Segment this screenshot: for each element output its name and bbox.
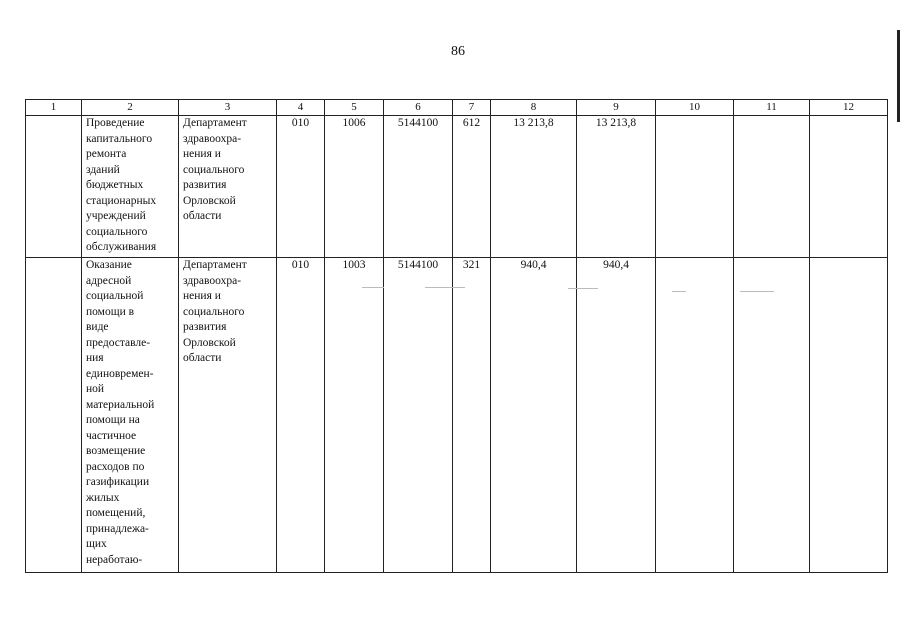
column-header: 6 bbox=[384, 100, 453, 116]
table-cell bbox=[810, 258, 888, 573]
table-row bbox=[26, 258, 888, 573]
column-header: 4 bbox=[277, 100, 325, 116]
column-header: 12 bbox=[810, 100, 888, 116]
table-cell bbox=[734, 116, 810, 258]
scan-artifact bbox=[362, 287, 384, 288]
scan-edge-line bbox=[897, 30, 900, 122]
column-header: 3 bbox=[179, 100, 277, 116]
column-header: 7 bbox=[453, 100, 491, 116]
column-header: 8 bbox=[491, 100, 577, 116]
scan-artifact bbox=[568, 288, 598, 289]
column-header: 10 bbox=[656, 100, 734, 116]
table-cell-department: Департамент здравоохра- нения и социального развития Орловской области bbox=[179, 116, 277, 258]
table-cell bbox=[810, 116, 888, 258]
table-cell bbox=[656, 258, 734, 573]
table-cell-amount: 940,4 bbox=[491, 258, 577, 573]
header-row bbox=[26, 100, 888, 116]
scan-artifact bbox=[672, 291, 686, 292]
column-header: 1 bbox=[26, 100, 82, 116]
table-row bbox=[26, 116, 888, 258]
scan-artifact bbox=[740, 291, 774, 292]
table-cell bbox=[734, 258, 810, 573]
table-cell-amount: 940,4 bbox=[577, 258, 656, 573]
table-cell-target: 5144100 bbox=[384, 258, 453, 573]
table-cell-amount: 13 213,8 bbox=[577, 116, 656, 258]
table-cell-code: 010 bbox=[277, 116, 325, 258]
table-cell-measure: Проведение капитального ремонта зданий бюджетных стационарных учреждений социального обслуживания bbox=[82, 116, 179, 258]
table-cell bbox=[656, 116, 734, 258]
budget-table bbox=[25, 99, 888, 573]
scan-artifact bbox=[425, 287, 465, 288]
table-cell-type: 612 bbox=[453, 116, 491, 258]
page-number: 86 bbox=[451, 44, 465, 59]
table-cell-section: 1003 bbox=[325, 258, 384, 573]
column-header: 2 bbox=[82, 100, 179, 116]
table-cell bbox=[26, 258, 82, 573]
column-header: 11 bbox=[734, 100, 810, 116]
table-cell-target: 5144100 bbox=[384, 116, 453, 258]
table-cell-code: 010 bbox=[277, 258, 325, 573]
column-header: 5 bbox=[325, 100, 384, 116]
table-cell-measure: Оказание адресной социальной помощи в виде предоставле- ния единовремен- ной материальной помощи на частичное возмещение расходов по газификации жилых помещений, принадлежа- щих неработаю- bbox=[82, 258, 179, 573]
table-cell-department: Департамент здравоохра- нения и социального развития Орловской области bbox=[179, 258, 277, 573]
table-cell bbox=[26, 116, 82, 258]
table-cell-amount: 13 213,8 bbox=[491, 116, 577, 258]
column-header: 9 bbox=[577, 100, 656, 116]
table-cell-type: 321 bbox=[453, 258, 491, 573]
table-cell-section: 1006 bbox=[325, 116, 384, 258]
